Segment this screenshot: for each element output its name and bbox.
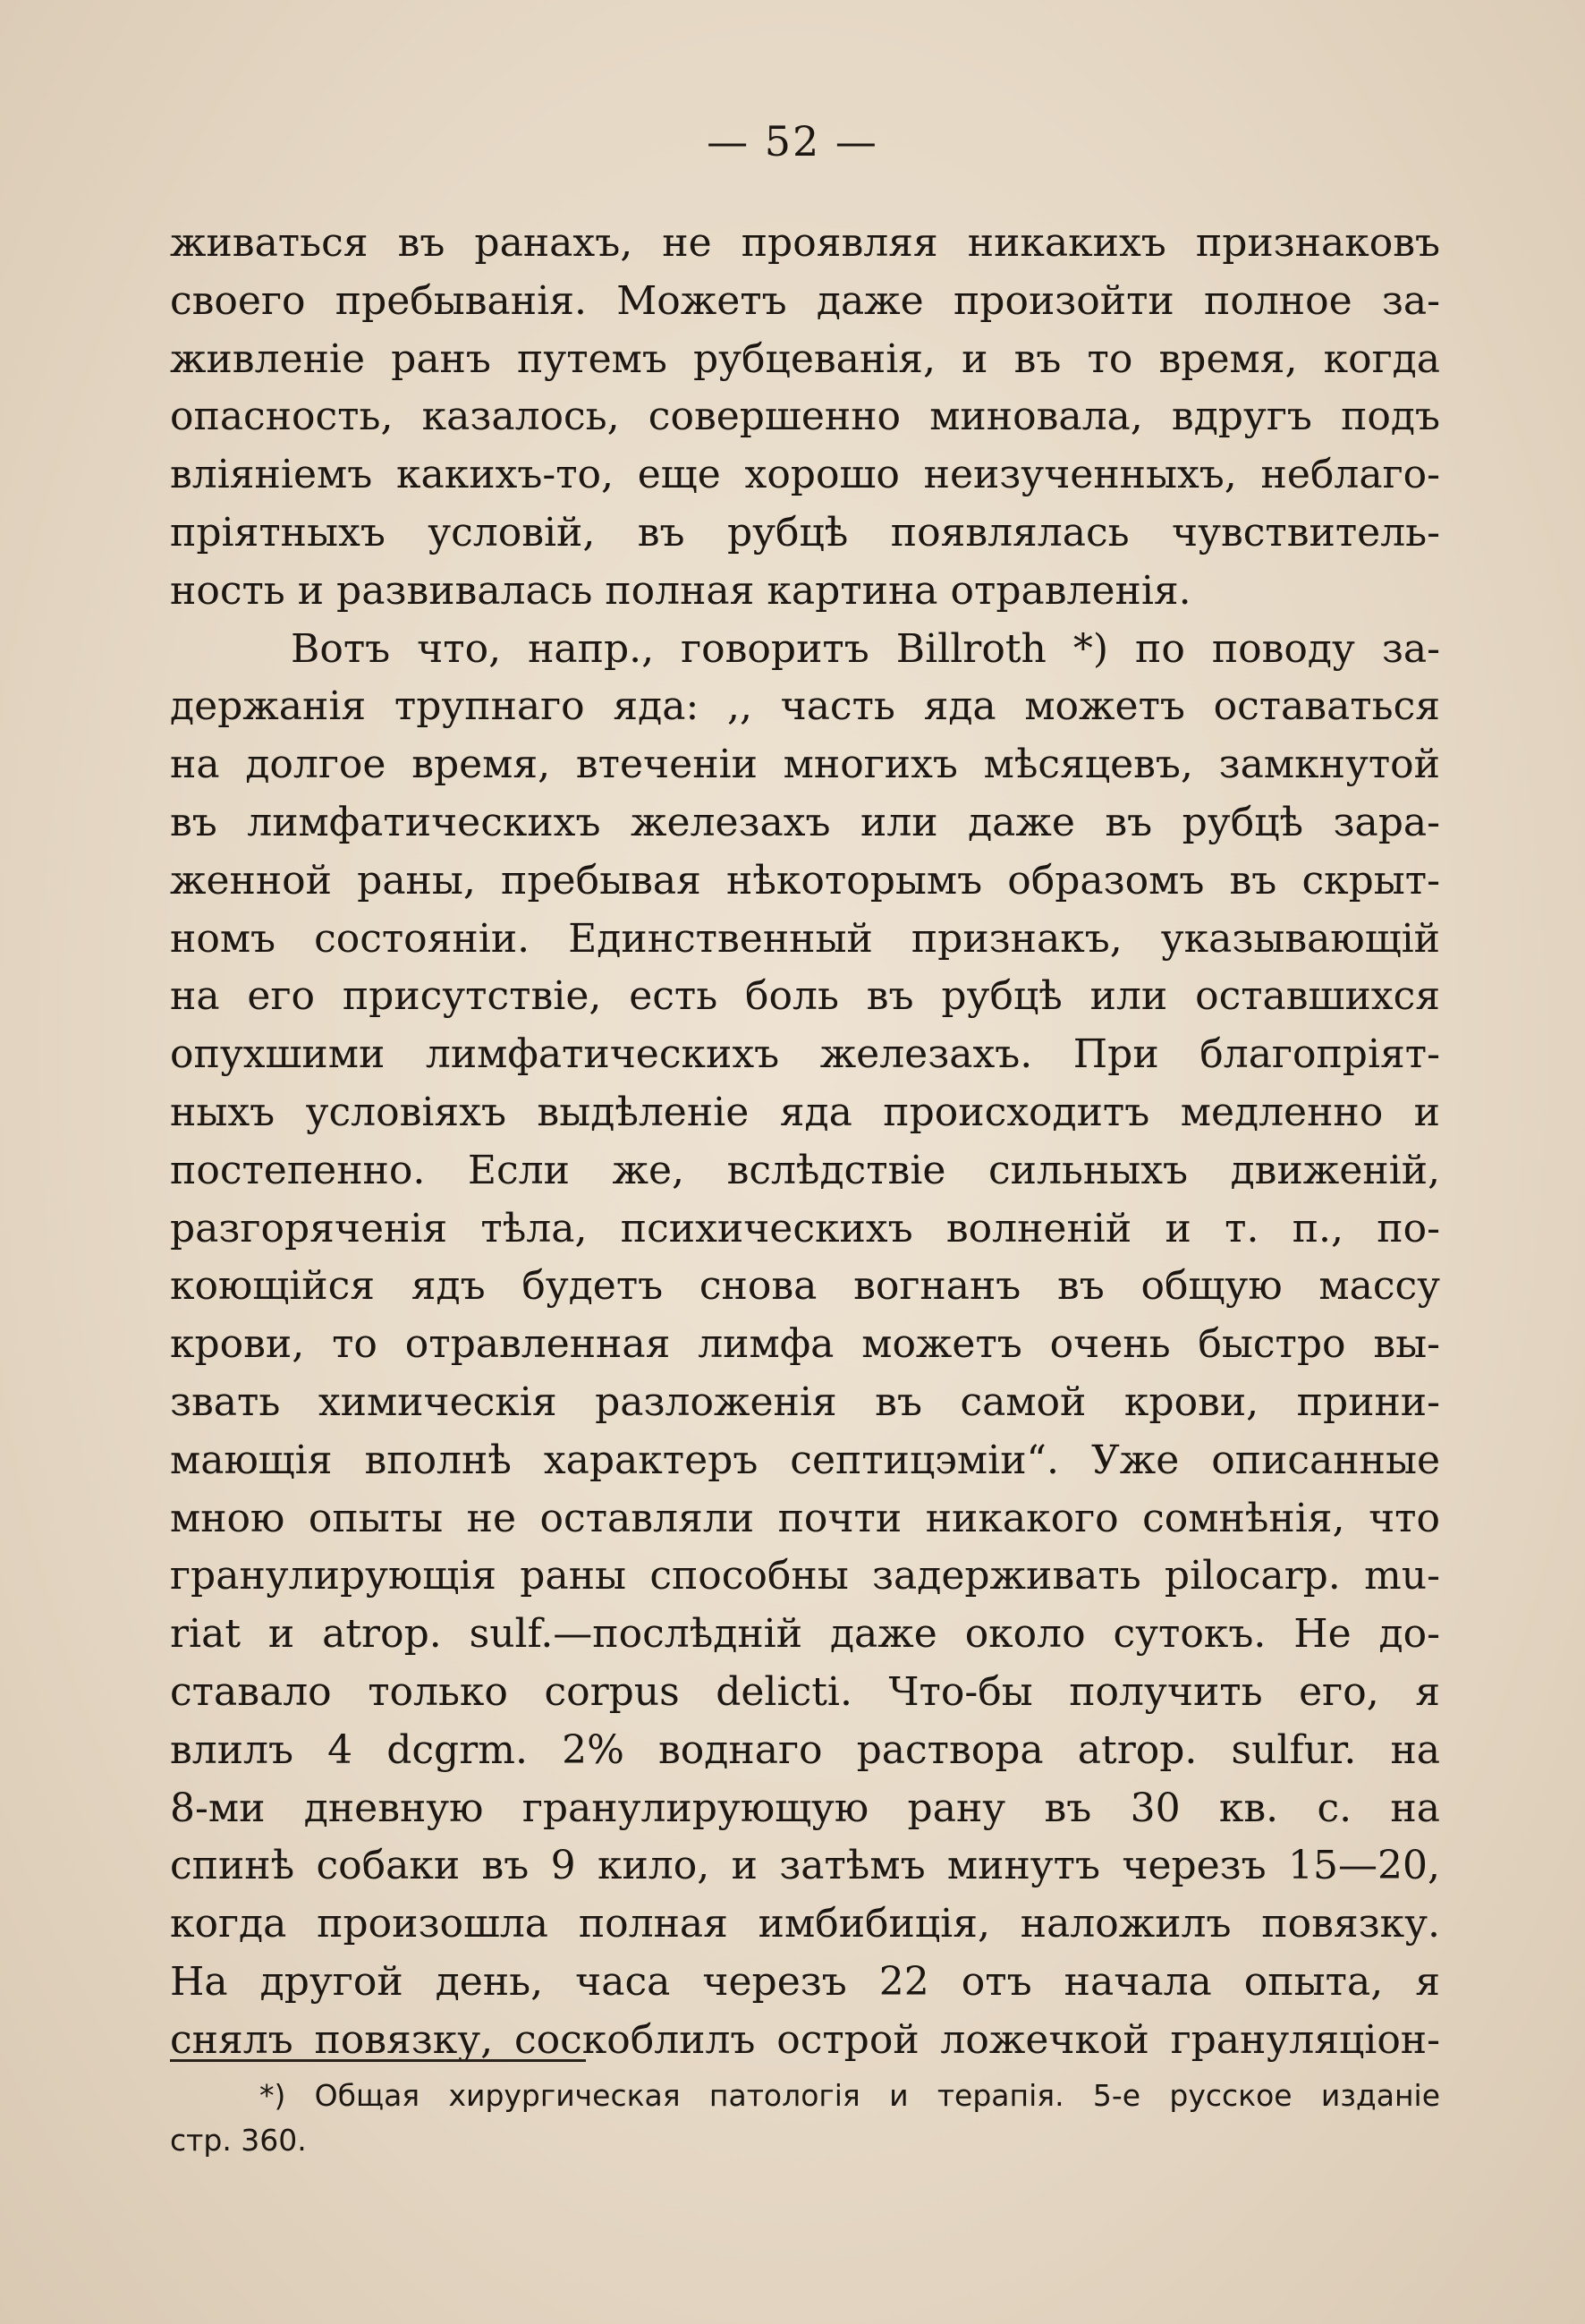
text-line: влилъ 4 dcgrm. 2% воднаго раствора atrop. sulfur. на bbox=[170, 1726, 1440, 1773]
text-line: крови, то отравленная лимфа можетъ очень быстро вы- bbox=[170, 1321, 1440, 1368]
text-line: номъ состояніи. Единственный признакъ, указывающій bbox=[170, 915, 1440, 962]
text-line: на его присутствіе, есть боль въ рубцѣ или оставшихся bbox=[170, 973, 1440, 1020]
text-line: мною опыты не оставляли почти никакого сомнѣнія, что bbox=[170, 1495, 1440, 1541]
text-line: когда произошла полная имбибиція, наложилъ повязку. bbox=[170, 1901, 1440, 1947]
text-line: разгоряченія тѣла, психическихъ волненій и т. п., по- bbox=[170, 1205, 1440, 1251]
text-line: постепенно. Если же, вслѣдствіе сильныхъ движеній, bbox=[170, 1147, 1440, 1193]
text-line: Вотъ что, напр., говоритъ Billroth *) по поводу за- bbox=[291, 625, 1440, 672]
text-line: riat и atrop. sulf.—послѣдній даже около сутокъ. Не до- bbox=[170, 1611, 1440, 1658]
footnote-line: *) Общая хирургическая патологія и терапія. 5-е русское изданіе bbox=[259, 2078, 1440, 2113]
text-line: вліяніемъ какихъ-то, еще хорошо неизученныхъ, неблаго- bbox=[170, 452, 1440, 498]
text-line: снялъ повязку, соскоблилъ острой ложечкой грануляціон- bbox=[170, 2016, 1440, 2063]
footnote-line: стр. 360. bbox=[170, 2123, 307, 2158]
body-text bbox=[170, 215, 1440, 2070]
text-line: женной раны, пребывая нѣкоторымъ образомъ въ скрыт- bbox=[170, 857, 1440, 903]
text-line: ставало только corpus delicti. Что-бы получить его, я bbox=[170, 1668, 1440, 1715]
text-line: своего пребыванія. Можетъ даже произойти полное за- bbox=[170, 277, 1440, 324]
page-number: — 52 — bbox=[707, 117, 878, 165]
text-line: опасность, казалось, совершенно миновала, вдругъ подъ bbox=[170, 394, 1440, 440]
text-line: въ лимфатическихъ железахъ или даже въ рубцѣ зара- bbox=[170, 799, 1440, 845]
footnote bbox=[170, 2074, 1440, 2163]
text-line: ность и развивалась полная картина отравленія. bbox=[170, 567, 1191, 614]
text-line: на долгое время, втеченіи многихъ мѣсяцевъ, замкнутой bbox=[170, 742, 1440, 788]
text-line: мающія вполнѣ характеръ септицэміи“. Уже описанные bbox=[170, 1437, 1440, 1483]
text-line: опухшими лимфатическихъ железахъ. При благопріят- bbox=[170, 1031, 1440, 1078]
text-line: 8-ми дневную гранулирующую рану въ 30 кв. с. на bbox=[170, 1785, 1440, 1831]
text-line: коющійся ядъ будетъ снова вогнанъ въ общую массу bbox=[170, 1263, 1440, 1310]
text-line: На другой день, часа черезъ 22 отъ начала опыта, я bbox=[170, 1958, 1440, 2005]
text-line: ныхъ условіяхъ выдѣленіе яда происходитъ медленно и bbox=[170, 1089, 1440, 1135]
text-line: звать химическія разложенія въ самой крови, прини- bbox=[170, 1378, 1440, 1425]
text-line: гранулирующія раны способны задерживать pilocarp. mu- bbox=[170, 1553, 1440, 1599]
text-line: живаться въ ранахъ, не проявляя никакихъ признаковъ bbox=[170, 220, 1440, 266]
footnote-divider bbox=[170, 2059, 586, 2062]
text-line: спинѣ собаки въ 9 кило, и затѣмъ минутъ черезъ 15—20, bbox=[170, 1843, 1440, 1889]
text-line: пріятныхъ условій, въ рубцѣ появлялась чувствитель- bbox=[170, 509, 1440, 556]
text-line: держанія трупнаго яда: ,, часть яда можетъ оставаться bbox=[170, 683, 1440, 730]
text-line: живленіе ранъ путемъ рубцеванія, и въ то время, когда bbox=[170, 335, 1440, 382]
